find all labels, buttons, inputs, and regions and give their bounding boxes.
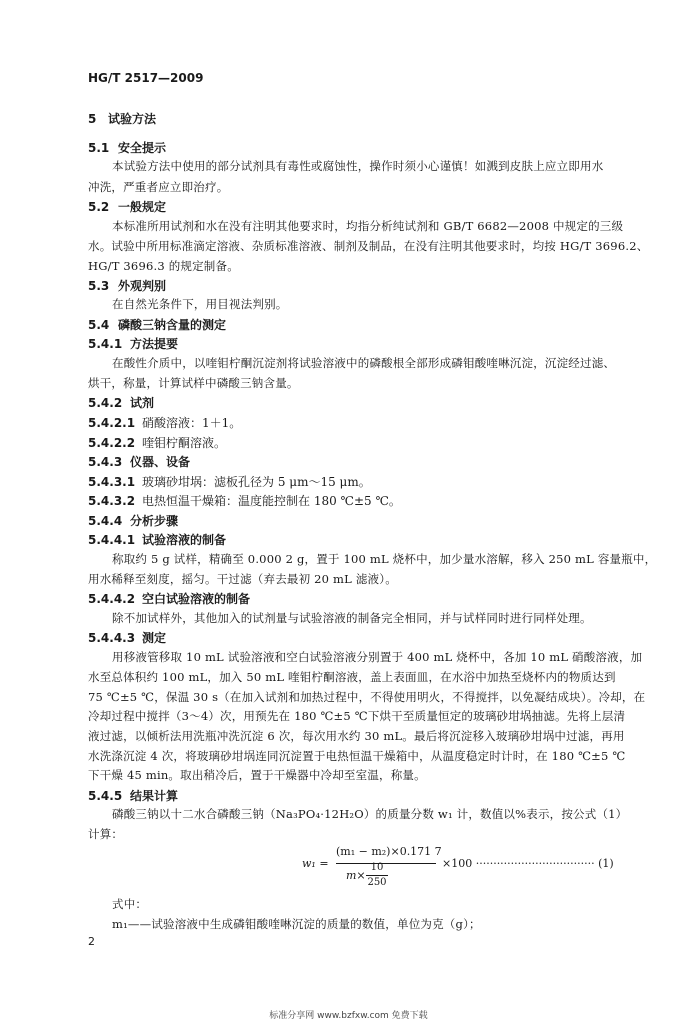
formula-inner-numerator: 10	[370, 862, 384, 873]
section-number: 5.1	[88, 141, 110, 155]
section-title: 试验方法	[108, 112, 157, 126]
section-5-4-4-1-heading	[88, 531, 226, 548]
variable-definition: m₁——试验溶液中生成磷钼酸喹啉沉淀的质量的数值，单位为克（g）；	[112, 917, 481, 931]
section-title: 分析步骤	[130, 514, 179, 528]
page-number: 2	[88, 935, 95, 948]
paragraph-line: 水洗涤沉淀 4 次，将玻璃砂坩埚连同沉淀置于电热恒温干燥箱中，从温度稳定时计时，在 180 ℃±5 ℃	[88, 749, 626, 763]
section-title: 试验溶液的制备	[142, 533, 227, 547]
section-5-4-1-heading	[88, 335, 178, 352]
formula-denominator-left: m×	[346, 869, 366, 882]
section-title: 方法提要	[130, 337, 179, 351]
paragraph-line: 称取约 5 g 试样，精确至 0.000 2 g，置于 100 mL 烧杯中，加少量水溶解，移入 250 mL 容量瓶中，	[112, 552, 657, 566]
paragraph-line: 本试验方法中使用的部分试剂具有毒性或腐蚀性，操作时须小心谨慎！如溅到皮肤上应立即用水	[112, 159, 604, 173]
section-title: 一般规定	[118, 200, 167, 214]
section-5-4-2-heading	[88, 394, 154, 411]
clause-text: 喹钼柠酮溶液。	[142, 436, 227, 450]
clause-text: 电热恒温干燥箱：温度能控制在 180 ℃±5 ℃。	[142, 494, 401, 508]
section-title: 试剂	[130, 396, 155, 410]
section-number: 5.4.3.1	[88, 475, 136, 489]
formula-lhs: w₁ =	[302, 857, 329, 870]
section-title: 空白试验溶液的制备	[142, 592, 251, 606]
section-title: 测定	[142, 631, 167, 645]
paragraph-line: 本标准所用试剂和水在没有注明其他要求时，均指分析纯试剂和 GB/T 6682—2008 中规定的三级	[112, 219, 624, 233]
section-number: 5.4.4.1	[88, 533, 136, 547]
section-number: 5.3	[88, 279, 110, 293]
section-5-heading	[88, 110, 156, 127]
paragraph-line: 在自然光条件下，用目视法判别。	[112, 297, 288, 311]
paragraph-line: HG/T 3696.3 的规定制备。	[88, 259, 239, 273]
formula-tail: ×100 ·································· (1)	[442, 857, 614, 870]
section-number: 5	[88, 112, 97, 126]
section-5-4-5-heading	[88, 787, 178, 804]
section-title: 外观判别	[118, 279, 167, 293]
section-5-1-heading	[88, 139, 166, 156]
section-number: 5.4.2	[88, 396, 123, 410]
section-5-3-heading	[88, 277, 166, 294]
section-5-4-4-3-heading	[88, 629, 166, 646]
paragraph-line: 用移液管移取 10 mL 试验溶液和空白试验溶液分别置于 400 mL 烧杯中，各加 10 mL 硝酸溶液，加	[112, 650, 643, 664]
paragraph-line: 水。试验中所用标准滴定溶液、杂质标准溶液、制剂及制品，在没有注明其他要求时，均按 HG/T 3696.2、	[88, 239, 649, 253]
formula-inner-denominator: 250	[367, 877, 387, 888]
footer-watermark: 标准分享网 www.bzfxw.com 免费下载	[269, 1011, 428, 1021]
paragraph-line: 75 ℃±5 ℃，保温 30 s（在加入试剂和加热过程中，不得使用明火，不得搅拌，以免凝结成块）。冷却，在	[88, 690, 646, 704]
section-title: 仪器、设备	[130, 455, 191, 469]
clause-text: 硝酸溶液：1＋1。	[142, 416, 242, 430]
paragraph-line: 烘干，称量，计算试样中磷酸三钠含量。	[88, 376, 299, 390]
section-number: 5.4.2.1	[88, 416, 136, 430]
section-title: 结果计算	[130, 789, 179, 803]
clause-5-4-2-2	[88, 434, 226, 451]
section-number: 5.4	[88, 318, 110, 332]
section-number: 5.4.4.2	[88, 592, 136, 606]
section-title: 磷酸三钠含量的测定	[118, 318, 227, 332]
fraction-bar	[336, 863, 436, 864]
clause-5-4-3-1	[88, 473, 371, 490]
clause-5-4-2-1	[88, 414, 241, 431]
paragraph-line: 用水稀释至刻度，摇匀。干过滤（弃去最初 20 mL 滤液）。	[88, 572, 397, 586]
paragraph-line: 下干燥 45 min。取出稍冷后，置于干燥器中冷却至室温，称量。	[88, 768, 426, 782]
paragraph-line: 计算：	[88, 827, 124, 841]
paragraph-line: 冲洗，严重者应立即治疗。	[88, 180, 229, 194]
paragraph-line: 水至总体积约 100 mL，加入 50 mL 喹钼柠酮溶液，盖上表面皿，在水浴中加热至烧杯内的物质达到	[88, 670, 616, 684]
section-number: 5.4.5	[88, 789, 123, 803]
paragraph-line: 液过滤，以倾析法用洗瓶冲洗沉淀 6 次，每次用水约 30 mL。最后将沉淀移入玻璃砂坩埚中过滤，再用	[88, 729, 625, 743]
where-intro: 式中：	[112, 897, 148, 911]
section-title: 安全提示	[118, 141, 167, 155]
section-number: 5.4.3.2	[88, 494, 136, 508]
section-number: 5.4.4.3	[88, 631, 136, 645]
section-number: 5.2	[88, 200, 110, 214]
section-5-2-heading	[88, 198, 166, 215]
section-number: 5.4.2.2	[88, 436, 136, 450]
paragraph-line: 除不加试样外，其他加入的试剂量与试验溶液的制备完全相同，并与试样同时进行同样处理。	[112, 611, 592, 625]
section-number: 5.4.4	[88, 514, 123, 528]
clause-text: 玻璃砂坩埚：滤板孔径为 5 μm～15 μm。	[142, 475, 371, 489]
section-5-4-3-heading	[88, 453, 190, 470]
paragraph-line: 磷酸三钠以十二水合磷酸三钠（Na₃PO₄·12H₂O）的质量分数 w₁ 计，数值以%表示，按公式（1）	[112, 807, 628, 821]
paragraph-line: 在酸性介质中，以喹钼柠酮沉淀剂将试验溶液中的磷酸根全部形成磷钼酸喹啉沉淀，沉淀经过滤、	[112, 356, 616, 370]
standard-id: HG/T 2517—2009	[88, 71, 204, 85]
section-5-4-heading	[88, 316, 226, 333]
section-number: 5.4.3	[88, 455, 123, 469]
formula-numerator: (m₁ − m₂)×0.171 7	[336, 845, 442, 858]
section-5-4-4-heading	[88, 512, 178, 529]
section-5-4-4-2-heading	[88, 590, 250, 607]
section-number: 5.4.1	[88, 337, 123, 351]
inner-fraction-bar	[366, 875, 388, 876]
clause-5-4-3-2	[88, 492, 401, 509]
paragraph-line: 冷却过程中搅拌（3～4）次，用预先在 180 ℃±5 ℃下烘干至质量恒定的玻璃砂坩埚抽滤。先将上层清	[88, 709, 626, 723]
